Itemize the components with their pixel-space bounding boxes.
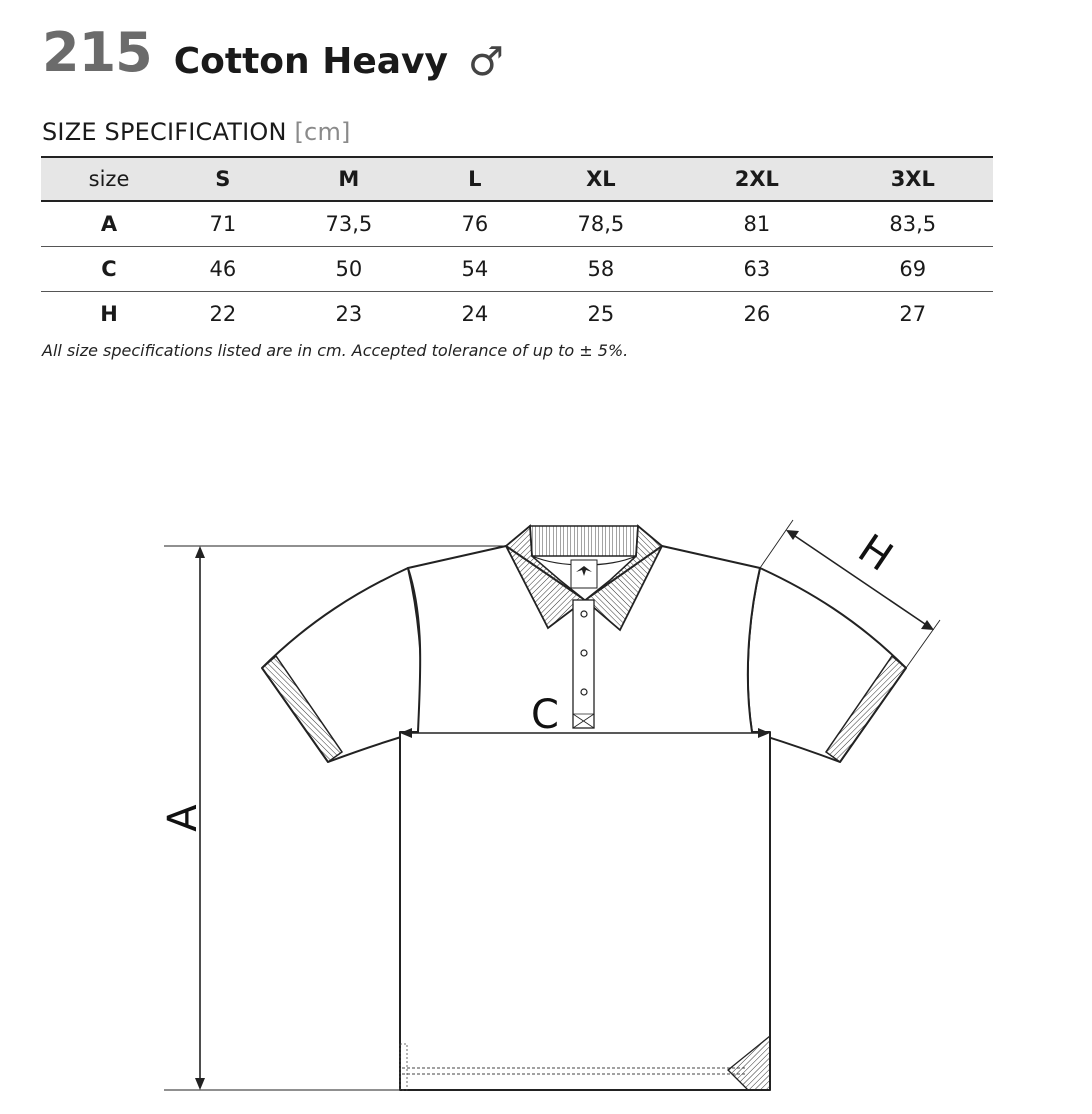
row-label: H <box>100 302 118 326</box>
dimension-h-label: H <box>849 525 901 581</box>
size-column-header: S <box>177 157 269 201</box>
placket <box>573 600 594 728</box>
model-name: Cotton Heavy <box>173 41 448 82</box>
row-label: A <box>41 201 177 247</box>
table-cell: 69 <box>833 247 993 292</box>
table-cell: 22 <box>209 302 237 326</box>
table-cell: 63 <box>681 247 833 292</box>
table-cell: 58 <box>521 247 681 292</box>
model-number: 215 <box>42 21 152 84</box>
size-column-header: XL <box>521 157 681 201</box>
table-cell: 73,5 <box>269 201 429 247</box>
table-cell: 23 <box>335 302 363 326</box>
size-header-label: size <box>41 157 177 201</box>
size-column-header: 3XL <box>833 157 993 201</box>
tolerance-note: All size specifications listed are in cm. Accepted tolerance of up to ± 5%. <box>42 341 629 360</box>
table-cell: 76 <box>429 201 521 247</box>
size-column-header: 2XL <box>681 157 833 201</box>
table-cell: 54 <box>429 247 521 292</box>
table-cell: 71 <box>177 201 269 247</box>
table-cell: 27 <box>899 302 927 326</box>
table-cell: 50 <box>269 247 429 292</box>
table-cell: 78,5 <box>521 201 681 247</box>
collar-band <box>530 526 638 556</box>
size-column-header: M <box>269 157 429 201</box>
spec-title-text: SIZE SPECIFICATION <box>42 118 287 146</box>
row-label: C <box>41 247 177 292</box>
table-cell: 25 <box>587 302 615 326</box>
size-column-header: L <box>429 157 521 201</box>
table-cell: 81 <box>681 201 833 247</box>
dimension-a-label: A <box>160 804 206 832</box>
table-cell: 26 <box>743 302 771 326</box>
table-cell: 24 <box>461 302 489 326</box>
table-cell: 83,5 <box>833 201 993 247</box>
male-icon: ♂ <box>467 39 504 85</box>
table-cell: 46 <box>177 247 269 292</box>
dimension-c-label: C <box>531 692 559 738</box>
spec-unit: [cm] <box>294 118 351 146</box>
